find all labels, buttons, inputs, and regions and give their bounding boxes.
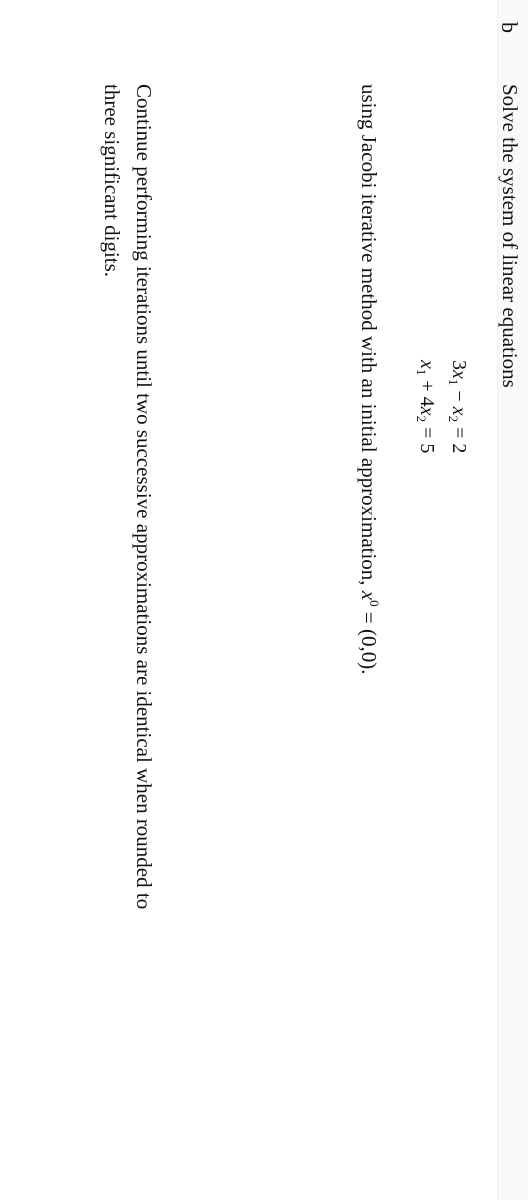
eq2-var2: x [416,406,438,416]
eq2-var1: x [416,360,438,369]
method-text: using Jacobi iterative method with an initial approximation, [357,84,381,586]
part-label: b [497,22,522,33]
eq2-sub1: 1 [414,368,429,376]
eq2-operator: + 4 [416,380,438,407]
eq1-sub2: 2 [446,415,461,423]
equation-2 [413,360,438,453]
eq1-var1: x [448,370,470,379]
eq2-sub2: 2 [414,415,429,423]
eq2-rhs: = 5 [416,427,438,454]
equation-1 [445,360,470,453]
method-statement [356,84,382,674]
question-intro: Solve the system of linear equations [498,84,522,388]
continue-instruction-line-2: three significant digits. [100,84,124,278]
eq1-rhs: = 2 [448,427,470,454]
initial-approx-value: = (0,0). [357,611,381,675]
eq1-var2: x [448,406,470,416]
continue-instruction-line-1: Continue performing iterations until two successive approximations are identical when rounded to [132,84,156,910]
initial-approx-var: x [357,590,381,601]
eq1-operator: − [448,390,470,402]
eq1-coefficient: 3 [448,360,470,370]
eq1-sub1: 1 [446,378,461,386]
initial-approx-superscript: 0 [367,600,382,607]
